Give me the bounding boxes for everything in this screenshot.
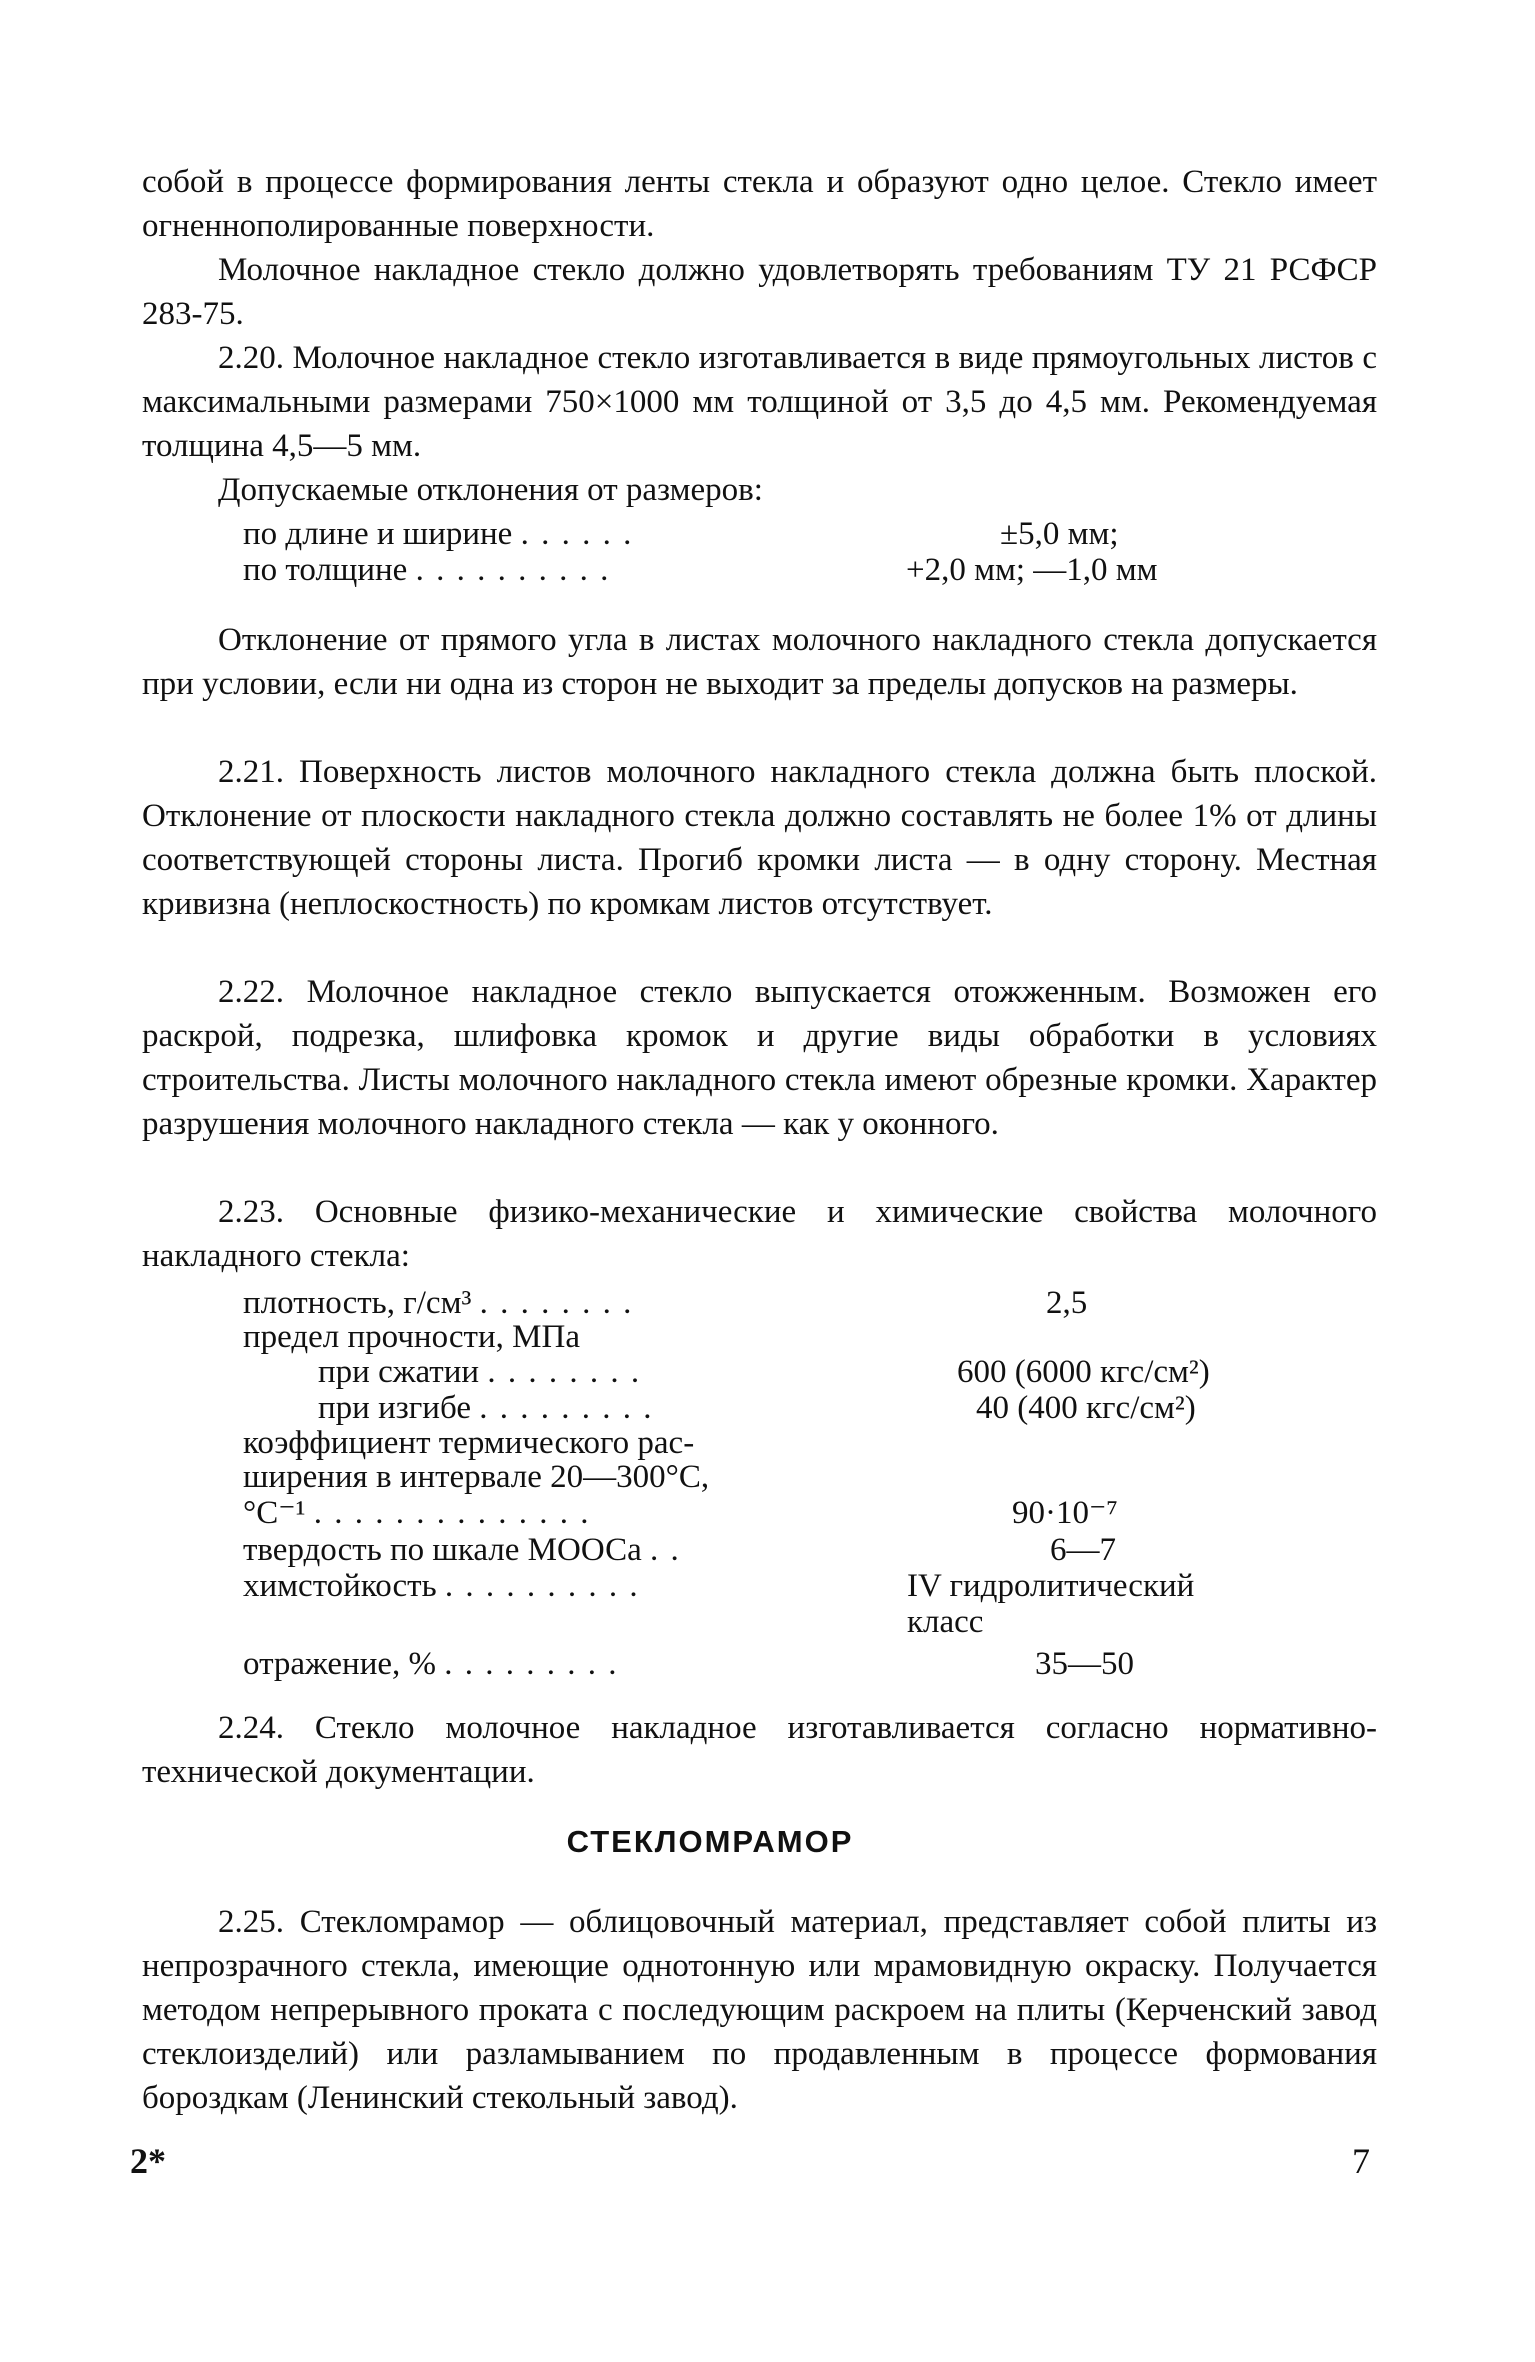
- property-value-density: 2,5: [1046, 1285, 1088, 1321]
- property-row-density: [243, 1284, 633, 1322]
- paragraph-2-24: 2.24. Стекло молочное накладное изготавливается согласно нормативно-технической документации.: [142, 1710, 1377, 1790]
- page-number: 7: [1352, 2141, 1370, 2181]
- property-row-chem: [243, 1567, 640, 1605]
- property-dots: . . . . . . . . .: [479, 1390, 654, 1426]
- tolerance-value-length: ±5,0 мм;: [1000, 516, 1119, 552]
- property-label: при сжатии: [318, 1354, 480, 1390]
- property-value-hardness: 6—7: [1050, 1532, 1116, 1568]
- paragraph-2-23: 2.23. Основные физико-механические и химические свойства молочного накладного стекла:: [142, 1194, 1377, 1274]
- tolerance-row-length: [243, 515, 633, 553]
- property-value-chem-line1: IV гидролитический: [907, 1568, 1195, 1604]
- property-value-compression: 600 (6000 кгс/см²): [957, 1354, 1210, 1390]
- property-label: химстойкость: [243, 1568, 437, 1604]
- paragraph-2-20: 2.20. Молочное накладное стекло изготавливается в виде прямоугольных листов с максимальными размерами 750×1000 мм толщиной от 3,5 до 4,5 мм. Рекомендуемая толщина 4,5—5 мм.: [142, 340, 1377, 464]
- tolerance-label: по толщине: [243, 552, 408, 588]
- paragraph-intro: собой в процессе формирования ленты стекла и образуют одно целое. Стекло имеет огненнополированные поверхности.: [142, 164, 1377, 244]
- property-strength-header: предел прочности, МПа: [243, 1319, 580, 1355]
- property-value-reflection: 35—50: [1035, 1646, 1134, 1682]
- property-dots: . . . . . . . . . . . . . .: [313, 1495, 591, 1531]
- property-row-bending: [318, 1389, 653, 1427]
- property-dots: . . . . . . . . .: [444, 1646, 619, 1682]
- tolerance-row-thickness: [243, 551, 610, 589]
- property-value-bending: 40 (400 кгс/см²): [976, 1390, 1196, 1426]
- property-label: °С⁻¹: [243, 1495, 306, 1531]
- paragraph-right-angle: Отклонение от прямого угла в листах молочного накладного стекла допускается при условии, если ни одна из сторон не выходит за пределы допусков на размеры.: [142, 622, 1377, 702]
- paragraph-2-22: 2.22. Молочное накладное стекло выпускается отожженным. Возможен его раскрой, подрезка, шлифовка кромок и другие виды обработки в условиях строительства. Листы молочного накладного стекла имеют обрезные кромки. Характер разрушения молочного накладного стекла — как у оконного.: [142, 974, 1377, 1142]
- tolerance-dots: . . . . . . . . . .: [415, 552, 611, 588]
- property-thermal-line1: коэффициент термического рас-: [243, 1425, 695, 1461]
- tolerance-value-thickness: +2,0 мм; —1,0 мм: [906, 552, 1158, 588]
- property-value-thermal: 90·10⁻⁷: [1012, 1495, 1118, 1531]
- property-dots: . .: [649, 1532, 681, 1568]
- tolerance-dots: . . . . . .: [520, 516, 634, 552]
- property-row-hardness: [243, 1531, 681, 1569]
- paragraph-2-21: 2.21. Поверхность листов молочного накладного стекла должна быть плоской. Отклонение от плоскости накладного стекла должно составлять не более 1% от длины соответствующей стороны листа. Прогиб кромки листа — в одну сторону. Местная кривизна (неплоскостность) по кромкам листов отсутствует.: [142, 754, 1377, 922]
- property-label: отражение, %: [243, 1646, 437, 1682]
- paragraph-tolerances-intro: Допускаемые отклонения от размеров:: [218, 472, 763, 508]
- property-label: при изгибе: [318, 1390, 471, 1426]
- property-row-reflection: [243, 1645, 619, 1683]
- property-value-chem-line2: класс: [907, 1604, 984, 1640]
- property-row-thermal: [243, 1494, 591, 1532]
- property-dots: . . . . . . . . . .: [444, 1568, 640, 1604]
- property-dots: . . . . . . . .: [487, 1354, 642, 1390]
- property-row-compression: [318, 1353, 641, 1391]
- property-dots: . . . . . . . .: [479, 1285, 634, 1321]
- signature-mark: 2*: [130, 2141, 166, 2181]
- property-label: плотность, г/см³: [243, 1285, 472, 1321]
- paragraph-requirements: Молочное накладное стекло должно удовлетворять требованиям ТУ 21 РСФСР 283-75.: [142, 252, 1377, 332]
- tolerance-label: по длине и ширине: [243, 516, 513, 552]
- paragraph-2-25: 2.25. Стекломрамор — облицовочный материал, представляет собой плиты из непрозрачного стекла, имеющие однотонную или мрамовидную окраску. Получается методом непрерывного проката с последующим раскроем на плиты (Керченский завод стеклоизделий) или разламыванием по продавленным в процессе формования бороздкам (Ленинский стекольный завод).: [142, 1904, 1377, 2116]
- section-heading: СТЕКЛОМРАМОР: [566, 1824, 854, 1859]
- property-label: твердость по шкале МООСа: [243, 1532, 642, 1568]
- property-thermal-line2: ширения в интервале 20—300°С,: [243, 1459, 710, 1495]
